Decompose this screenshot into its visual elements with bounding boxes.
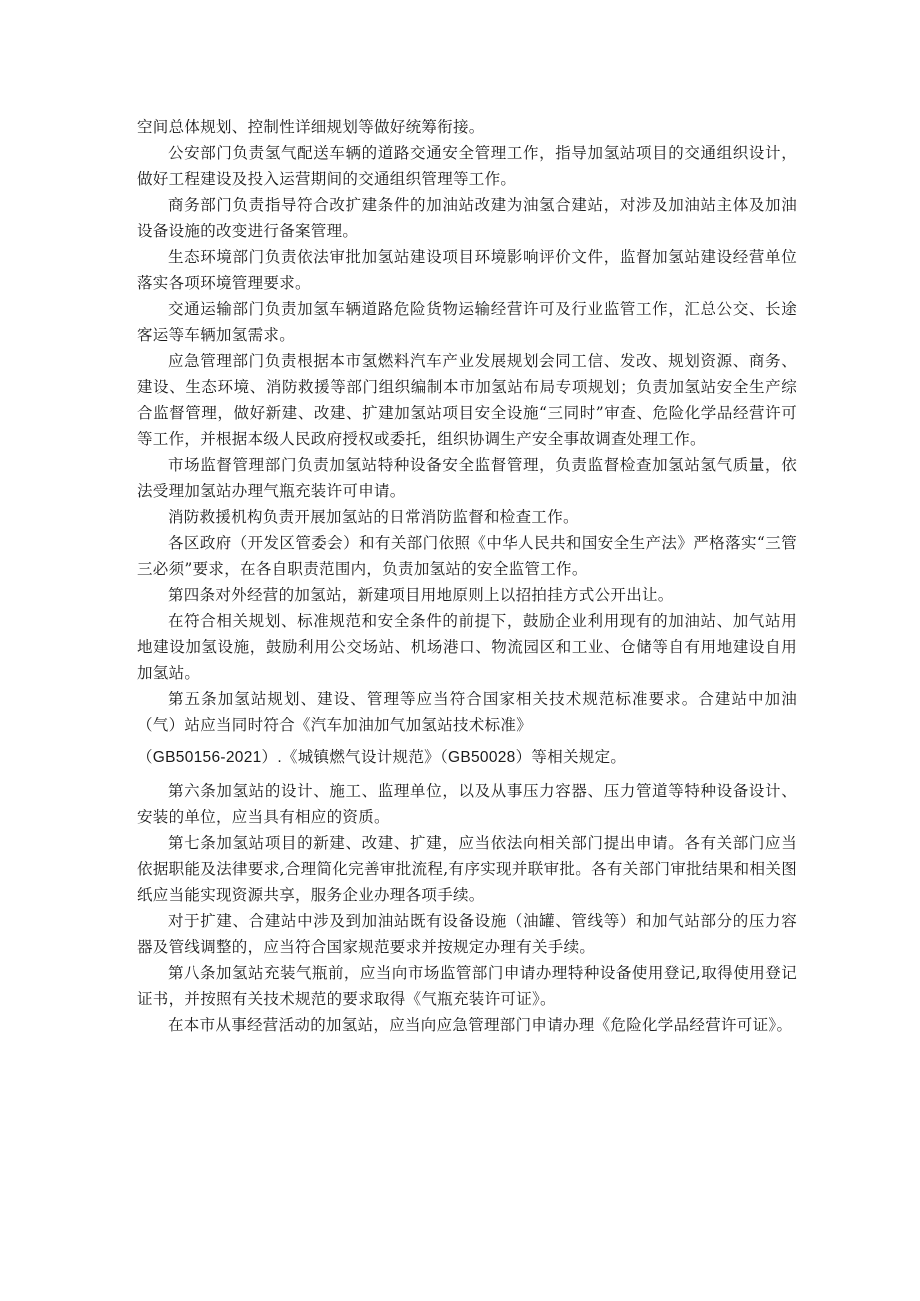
paragraph-fire-rescue: 消防救援机构负责开展加氢站的日常消防监督和检查工作。 [168, 508, 579, 526]
document-body [137, 114, 797, 1038]
paragraph-ecology-environment: 生态环境部门负责依法审批加氢站建设项目环境影响评价文件，监督加氢站建设经营单位落实各项环境管理要求。 [137, 248, 797, 292]
paragraph-standards-reference: （GB50156-2021）.《城镇燃气设计规范》（GB50028）等相关规定。 [137, 749, 627, 766]
paragraph-market-supervision: 市场监督管理部门负责加氢站特种设备安全监督管理，负责监督检查加氢站氢气质量，依法受理加氢站办理气瓶充装许可申请。 [137, 456, 797, 500]
paragraph-continuation: 空间总体规划、控制性详细规划等做好统筹衔接。 [137, 118, 485, 136]
paragraph-district-governments: 各区政府（开发区管委会）和有关部门依照《中华人民共和国安全生产法》严格落实“三管三必须”要求，在各自职责范围内，负责加氢站的安全监管工作。 [137, 534, 797, 578]
paragraph-article-6: 第六条加氢站的设计、施工、监理单位，以及从事压力容器、压力管道等特种设备设计、安装的单位，应当具有相应的资质。 [137, 782, 797, 826]
paragraph-land-use: 在符合相关规划、标准规范和安全条件的前提下，鼓励企业利用现有的加油站、加气站用地建设加氢设施，鼓励利用公交场站、机场港口、物流园区和工业、仓储等自有用地建设自用加氢站。 [137, 612, 797, 682]
paragraph-business-license: 在本市从事经营活动的加氢站，应当向应急管理部门申请办理《危险化学品经营许可证》。 [168, 1016, 793, 1034]
paragraph-article-4: 第四条对外经营的加氢站，新建项目用地原则上以招拍挂方式公开出让。 [168, 586, 674, 604]
paragraph-article-8: 第八条加氢站充装气瓶前，应当向市场监管部门申请办理特种设备使用登记,取得使用登记证书，并按照有关技术规范的要求取得《气瓶充装许可证》。 [137, 964, 797, 1008]
paragraph-expansion: 对于扩建、合建站中涉及到加油站既有设备设施（油罐、管线等）和加气站部分的压力容器及管线调整的，应当符合国家规范要求并按规定办理有关手续。 [137, 912, 797, 956]
paragraph-transport: 交通运输部门负责加氢车辆道路危险货物运输经营许可及行业监管工作，汇总公交、长途客运等车辆加氢需求。 [137, 300, 797, 344]
paragraph-commerce: 商务部门负责指导符合改扩建条件的加油站改建为油氢合建站，对涉及加油站主体及加油设备设施的改变进行备案管理。 [137, 196, 797, 240]
paragraph-public-security: 公安部门负责氢气配送车辆的道路交通安全管理工作，指导加氢站项目的交通组织设计，做好工程建设及投入运营期间的交通组织管理等工作。 [137, 144, 797, 188]
paragraph-article-5: 第五条加氢站规划、建设、管理等应当符合国家相关技术规范标准要求。合建站中加油（气）站应当同时符合《汽车加油加气加氢站技术标准》 [137, 690, 797, 734]
paragraph-emergency-management: 应急管理部门负责根据本市氢燃料汽车产业发展规划会同工信、发改、规划资源、商务、建设、生态环境、消防救援等部门组织编制本市加氢站布局专项规划；负责加氢站安全生产综合监督管理，做好新建、改建、扩建加氢站项目安全设施“三同时”审查、危险化学品经营许可等工作，并根据本级人民政府授权或委托，组织协调生产安全事故调查处理工作。 [137, 352, 797, 448]
paragraph-article-7: 第七条加氢站项目的新建、改建、扩建，应当依法向相关部门提出申请。各有关部门应当依据职能及法律要求,合理简化完善审批流程,有序实现并联审批。各有关部门审批结果和相关图纸应当能实现资源共享，服务企业办理各项手续。 [137, 834, 797, 904]
